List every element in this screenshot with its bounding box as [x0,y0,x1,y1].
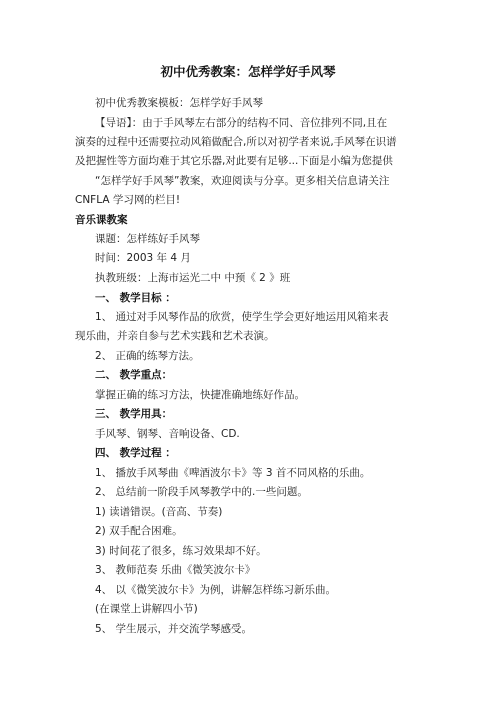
objective-1-line-2: 现乐曲，并亲自参与艺术实践和艺术表演。 [75,330,275,342]
process-step-4: 4、 以《微笑波尔卡》为例，讲解怎样练习新乐曲。 [95,584,337,596]
objective-2: 2、 正确的练琴方法。 [95,350,200,362]
document-title: 初中优秀教案：怎样学好手风琴 [160,64,336,79]
process-step-5: 5、 学生展示，并交流学琴感受。 [95,623,253,635]
problem-3: 3) 时间花了很多，练习效果却不好。 [95,545,267,557]
lesson-time: 时间：2003 年 4 月 [95,252,191,264]
key-point-text: 掌握正确的练习方法，快捷准确地练好作品。 [95,389,305,401]
intro-line-5: CNFLA 学习网的栏目! [75,194,181,206]
objective-1-line-1: 1、 通过对手风琴作品的欣赏，使学生学会更好地运用风箱来表 [95,311,389,323]
heading-materials: 三、 教学用具： [95,408,173,420]
problem-2: 2) 双手配合困难。 [95,525,183,537]
intro-line-1: 【导语】：由于手风琴左右部分的结构不同、音位排列不同,且在 [95,117,388,129]
process-step-4-note: (在课堂上讲解四小节) [95,603,198,615]
heading-key-points: 二、 教学重点： [95,369,173,381]
lesson-topic: 课题：怎样练好手风琴 [95,233,200,245]
problem-1: 1) 读谱错误。(音高、节奏) [95,506,223,518]
process-step-1: 1、 播放手风琴曲《啤酒波尔卡》等 3 首不同风格的乐曲。 [95,467,371,479]
intro-line-2: 演奏的过程中还需要拉动风箱做配合,所以对初学者来说,手风琴在识谱 [75,136,397,148]
intro-line-3: 及把握性等方面均难于其它乐器,对此要有足够...下面是小编为您提供 [75,155,393,167]
heading-process: 四、 教学过程 ： [95,447,176,459]
process-step-2: 2、 总结前一阶段手风琴教学中的.一些问题。 [95,486,308,498]
process-step-3: 3、 教师范奏 乐曲《微笑波尔卡》 [95,564,256,576]
intro-line-4: “怎样学好手风琴”教案，欢迎阅读与分享。更多相关信息请关注 [95,175,390,187]
heading-objectives: 一、 教学目标 ： [95,292,176,304]
lesson-class: 执教班级：上海市运光二中 中预《 2 》班 [95,272,291,284]
materials-text: 手风琴、钢琴、音响设备、CD. [95,428,240,440]
section-heading-music-lesson: 音乐课教案 [75,214,128,226]
template-subtitle: 初中优秀教案模板：怎样学好手风琴 [95,97,263,109]
